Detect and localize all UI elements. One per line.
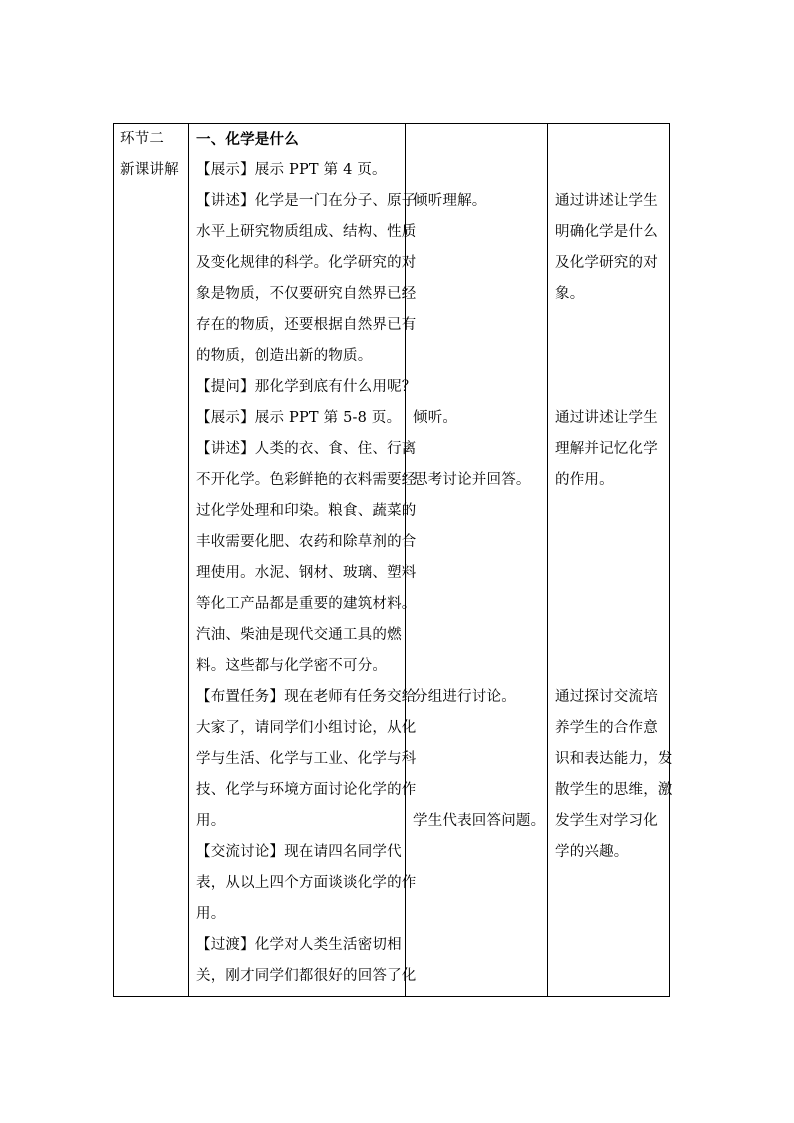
design-intent-line: 通过讲述让学生 [555,410,658,426]
design-intent-line: 通过探讨交流培 [555,689,658,705]
design-intent-line: 及化学研究的对 [555,255,658,271]
teacher-text-line: 表，从以上四个方面谈谈化学的作 [196,875,417,891]
teacher-text-line: 用。 [196,813,226,829]
teacher-text-line: 理使用。水泥、钢材、玻璃、塑料 [196,565,417,581]
teacher-text-line: 【展示】展示 PPT 第 4 页。 [196,162,387,178]
design-intent-line: 的作用。 [555,472,614,488]
teacher-text-line: 象是物质，不仅要研究自然界已经 [196,286,417,302]
teacher-text-line: 等化工产品都是重要的建筑材料。 [196,596,417,612]
design-intent-line: 发学生对学习化 [555,813,658,829]
teacher-text-line: 料。这些都与化学密不可分。 [196,658,388,674]
teacher-text-line: 学与生活、化学与工业、化学与科 [196,751,417,767]
column-divider [547,124,548,996]
design-intent-line: 学的兴趣。 [555,844,629,860]
design-intent-line: 通过讲述让学生 [555,193,658,209]
section-heading: 一、化学是什么 [196,131,299,148]
teacher-text-line: 存在的物质，还要根据自然界已有 [196,317,417,333]
teacher-text-line: 【讲述】人类的衣、食、住、行离 [196,441,417,457]
teacher-text-line: 用。 [196,906,226,922]
teacher-text-line: 关，刚才同学们都很好的回答了化 [196,968,417,984]
teacher-text-line: 【讲述】化学是一门在分子、原子 [196,193,417,209]
student-activity-line: 倾听。 [413,410,458,426]
column-divider [188,124,189,996]
design-intent-line: 象。 [555,286,585,302]
teacher-text-line: 不开化学。色彩鲜艳的衣料需要经 [196,472,417,488]
teacher-text-line: 丰收需要化肥、农药和除草剂的合 [196,534,417,550]
teacher-text-line: 的物质，创造出新的物质。 [196,348,373,364]
lesson-plan-table [113,123,673,997]
teacher-text-line: 【提问】那化学到底有什么用呢？ [196,379,417,395]
teacher-text-line: 水平上研究物质组成、结构、性质 [196,224,417,240]
design-intent-line: 散学生的思维，激 [555,782,673,798]
teacher-text-line: 【布置任务】现在老师有任务交给 [196,689,417,705]
teacher-text-line: 汽油、柴油是现代交通工具的燃 [196,627,402,643]
student-activity-line: 思考讨论并回答。 [413,472,531,488]
teacher-text-line: 技、化学与环境方面讨论化学的作 [196,782,417,798]
design-intent-line: 识和表达能力，发 [555,751,673,767]
teacher-text-line: 及变化规律的科学。化学研究的对 [196,255,417,271]
teacher-text-line: 【交流讨论】现在请四名同学代 [196,844,402,860]
design-intent-line: 明确化学是什么 [555,224,658,240]
student-activity-line: 分组进行讨论。 [413,689,516,705]
teacher-text-line: 过化学处理和印染。粮食、蔬菜的 [196,503,417,519]
design-intent-line: 养学生的合作意 [555,720,658,736]
teacher-text-line: 大家了，请同学们小组讨论，从化 [196,720,417,736]
student-activity-line: 学生代表回答问题。 [413,813,546,829]
teacher-text-line: 【过渡】化学对人类生活密切相 [196,937,402,953]
design-intent-line: 理解并记忆化学 [555,441,658,457]
student-activity-line: 倾听理解。 [413,193,487,209]
teacher-text-line: 【展示】展示 PPT 第 5-8 页。 [196,410,402,426]
stage-label-line: 环节二 [120,131,165,147]
stage-label-line: 新课讲解 [120,162,179,178]
